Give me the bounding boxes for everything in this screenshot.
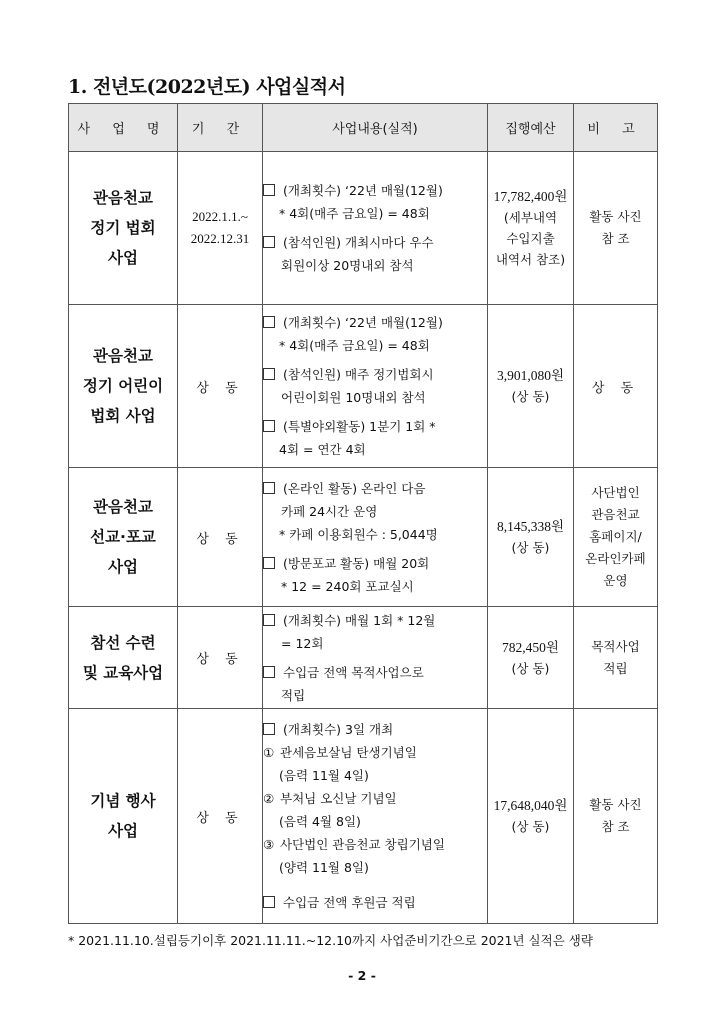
checkbox-icon bbox=[263, 482, 275, 494]
project-budget: 17,648,040원 (상 동) bbox=[488, 709, 574, 924]
footnote: * 2021.11.10.설립등기이후 2021.11.11.~12.10까지 사업준비기간으로 2021년 실적은 생략 bbox=[68, 933, 593, 948]
project-content bbox=[263, 607, 488, 709]
checkbox-icon bbox=[263, 666, 275, 678]
checklist-item: (개최횟수) 매월 1회 * 12월 = 12회 bbox=[263, 609, 487, 655]
header-period: 기 간 bbox=[178, 104, 263, 152]
checkbox-icon bbox=[263, 614, 275, 626]
project-budget: 17,782,400원 (세부내역 수입지출 내역서 참조) bbox=[488, 152, 574, 305]
table-row bbox=[69, 607, 658, 709]
project-period: 상 동 bbox=[178, 305, 263, 468]
project-remark: 목적사업 적립 bbox=[574, 607, 658, 709]
project-content bbox=[263, 305, 488, 468]
checkbox-icon bbox=[263, 420, 275, 432]
table-row bbox=[69, 152, 658, 305]
project-name: 관음천교 정기 법회 사업 bbox=[69, 152, 178, 305]
project-period: 상 동 bbox=[178, 468, 263, 607]
page-number: - 2 - bbox=[348, 968, 376, 983]
project-period: 상 동 bbox=[178, 709, 263, 924]
project-remark: 활동 사진 참 조 bbox=[574, 709, 658, 924]
header-name: 사 업 명 bbox=[69, 104, 178, 152]
checkbox-icon bbox=[263, 368, 275, 380]
checkbox-icon bbox=[263, 557, 275, 569]
project-name: 관음천교 정기 어린이 법회 사업 bbox=[69, 305, 178, 468]
header-content: 사업내용(실적) bbox=[263, 104, 488, 152]
project-content: (개최횟수) 3일 개최 ① 관세음보살님 탄생기념일 (음력 11월 4일) ② 부처님 오신날 기념일 (음력 4월 8일) ③ 사단법인 관음천교 창립기념일 (양력 11월 8일) 수입금 전액 후원금 적립 bbox=[263, 709, 488, 924]
checklist-item: (온라인 활동) 온라인 다음 카페 24시간 운영 * 카페 이용회원수 : 5,044명 bbox=[263, 477, 487, 546]
performance-table bbox=[68, 103, 658, 924]
project-period: 상 동 bbox=[178, 607, 263, 709]
circled-number: ③ bbox=[263, 837, 275, 852]
event-item: ① 관세음보살님 탄생기념일 bbox=[263, 741, 487, 764]
table-header-row bbox=[69, 104, 658, 152]
project-name: 참선 수련 및 교육사업 bbox=[69, 607, 178, 709]
checkbox-icon bbox=[263, 184, 275, 196]
project-content bbox=[263, 468, 488, 607]
checklist-item: 수입금 전액 후원금 적립 bbox=[263, 891, 487, 914]
project-budget: 782,450원 (상 동) bbox=[488, 607, 574, 709]
checkbox-icon bbox=[263, 723, 275, 735]
event-item: ② 부처님 오신날 기념일 bbox=[263, 787, 487, 810]
checkbox-icon bbox=[263, 316, 275, 328]
header-budget: 집행예산 bbox=[488, 104, 574, 152]
project-period: 2022.1.1.~ 2022.12.31 bbox=[178, 152, 263, 305]
project-budget: 8,145,338원 (상 동) bbox=[488, 468, 574, 607]
checklist-item: (방문포교 활동) 매월 20회 * 12 = 240회 포교실시 bbox=[263, 552, 487, 598]
checklist-item: (개최횟수) ‘22년 매월(12월) * 4회(매주 금요일) = 48회 bbox=[263, 311, 487, 357]
circled-number: ② bbox=[263, 791, 275, 806]
project-remark: 사단법인 관음천교 홈페이지/ 온라인카페 운영 bbox=[574, 468, 658, 607]
table-row bbox=[69, 468, 658, 607]
project-remark: 활동 사진 참 조 bbox=[574, 152, 658, 305]
page-title: 1. 전년도(2022년도) 사업실적서 bbox=[68, 76, 346, 98]
checkbox-icon bbox=[263, 896, 275, 908]
checklist-item: (특별야외활동) 1분기 1회 * 4회 = 연간 4회 bbox=[263, 415, 487, 461]
event-item: ③ 사단법인 관음천교 창립기념일 bbox=[263, 833, 487, 856]
checklist-item: (개최횟수) 3일 개최 bbox=[263, 718, 487, 741]
checklist-item: (참석인원) 개최시마다 우수 회원이상 20명내외 참석 bbox=[263, 231, 487, 277]
project-remark: 상 동 bbox=[574, 305, 658, 468]
project-content bbox=[263, 152, 488, 305]
checklist-item: 수입금 전액 목적사업으로 적립 bbox=[263, 661, 487, 707]
table-row bbox=[69, 709, 658, 924]
circled-number: ① bbox=[263, 745, 275, 760]
project-budget: 3,901,080원 (상 동) bbox=[488, 305, 574, 468]
table-row bbox=[69, 305, 658, 468]
project-name: 기념 행사 사업 bbox=[69, 709, 178, 924]
checklist-item: (개최횟수) ‘22년 매월(12월) * 4회(매주 금요일) = 48회 bbox=[263, 179, 487, 225]
checklist-item: (참석인원) 매주 정기법회시 어린이회원 10명내외 참석 bbox=[263, 363, 487, 409]
header-remark: 비 고 bbox=[574, 104, 658, 152]
project-name: 관음천교 선교·포교 사업 bbox=[69, 468, 178, 607]
checkbox-icon bbox=[263, 236, 275, 248]
